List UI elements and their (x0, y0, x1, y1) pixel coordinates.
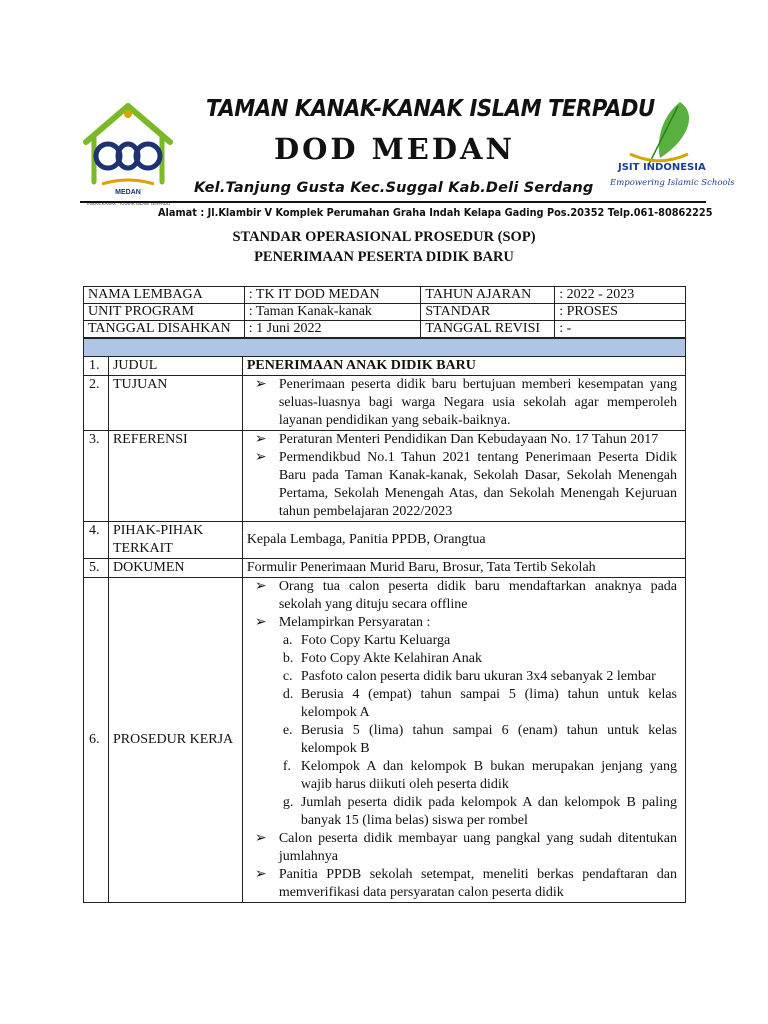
list-item: ➢ Calon peserta didik membayar uang pangkal yang sudah ditentukan jumlahnya (254, 831, 677, 864)
list-item: ➢ Penerimaan peserta didik baru bertujuan memberi kesempatan yang seluas-luasnya bagi warga Negara usia sekolah agar memperoleh layanan pendidikan yang sebaik-baiknya. (254, 377, 677, 428)
letterhead (78, 90, 735, 228)
row-label: REFERENSI (108, 431, 242, 522)
row-pihak (84, 522, 686, 559)
info-row (84, 287, 686, 304)
arrow-bullet-icon: ➢ (254, 377, 267, 392)
row-number: 3. (84, 431, 109, 522)
list-item: ➢ Melampirkan Persyaratan : (254, 615, 431, 630)
school-name: DOD MEDAN (274, 132, 516, 166)
left-logo-text: MEDAN (115, 189, 141, 196)
row-prosedur (84, 578, 686, 903)
row-label: PIHAK-PIHAK TERKAIT (108, 522, 242, 559)
requirement-item: a. Foto Copy Kartu Keluarga (282, 633, 451, 648)
row-judul (84, 357, 686, 376)
arrow-bullet-icon: ➢ (254, 867, 267, 882)
letterhead-rule (80, 201, 706, 203)
row-label: JUDUL (108, 357, 242, 376)
info-key: STANDAR (421, 304, 555, 321)
row-number: 6. (84, 578, 109, 903)
info-key: NAMA LEMBAGA (84, 287, 245, 304)
jsit-tagline: Empowering Islamic Schools (610, 178, 735, 188)
list-item: ➢ Peraturan Menteri Pendidikan Dan Kebudayaan No. 17 Tahun 2017 (254, 432, 659, 447)
requirement-item: f. Kelompok A dan kelompok B bukan merupakan jenjang yang wajib harus diikuti oleh peserta didik (282, 759, 677, 792)
row-number: 1. (84, 357, 109, 376)
info-row (84, 304, 686, 321)
requirements-list (249, 632, 677, 830)
row-label: PROSEDUR KERJA (108, 578, 242, 903)
requirement-item: g. Jumlah peserta didik pada kelompok A dan kelompok B paling banyak 15 (lima belas) siswa per rombel (282, 795, 677, 828)
info-value: : TK IT DOD MEDAN (244, 287, 421, 304)
dod-medan-logo (78, 96, 178, 208)
requirement-item: d. Berusia 4 (empat) tahun sampai 5 (lima) tahun untuk kelas kelompok A (282, 687, 677, 720)
row-referensi (84, 431, 686, 522)
header-band (84, 339, 686, 357)
list-item: ➢ Orang tua calon peserta didik baru mendaftarkan anaknya pada sekolah yang dituju secara offline (254, 579, 677, 612)
row-number: 2. (84, 376, 109, 431)
info-value: : 2022 - 2023 (555, 287, 686, 304)
info-value: : 1 Juni 2022 (244, 321, 421, 338)
arrow-bullet-icon: ➢ (254, 450, 267, 465)
full-address: Alamat : Jl.Klambir V Komplek Perumahan Graha Indah Kelapa Gading Pos.20352 Telp.061-80862225 (158, 207, 713, 219)
requirement-item: e. Berusia 5 (lima) tahun sampai 6 (enam) tahun untuk kelas kelompok B (282, 723, 677, 756)
sop-subtitle: PENERIMAAN PESERTA DIDIK BARU (254, 249, 514, 265)
info-value: : Taman Kanak-kanak (244, 304, 421, 321)
sop-table (83, 338, 686, 903)
row-number: 5. (84, 559, 109, 578)
left-logo-caption: TAMAN KANAK - KANAK ISLAM TERPADU (85, 201, 171, 206)
judul-content: PENERIMAAN ANAK DIDIK BARU (242, 357, 685, 376)
pihak-content: Kepala Lembaga, Panitia PPDB, Orangtua (242, 522, 685, 559)
info-row (84, 321, 686, 338)
list-item: ➢ Permendikbud No.1 Tahun 2021 tentang Penerimaan Peserta Didik Baru pada Taman Kanak-kanak, Sekolah Dasar, Sekolah Menengah Pertama, Sekolah Menengah Atas, dan Sekolah Menengah Kejuruan tahun pembelajaran 2022/2023 (254, 450, 677, 519)
row-dokumen (84, 559, 686, 578)
info-value: : PROSES (555, 304, 686, 321)
row-label: TUJUAN (108, 376, 242, 431)
info-key: TAHUN AJARAN (421, 287, 555, 304)
row-tujuan (84, 376, 686, 431)
info-value: : - (555, 321, 686, 338)
dokumen-content: Formulir Penerimaan Murid Baru, Brosur, Tata Tertib Sekolah (242, 559, 685, 578)
row-label: DOKUMEN (108, 559, 242, 578)
address-line: Kel.Tanjung Gusta Kec.Suggal Kab.Deli Serdang (194, 180, 594, 196)
list-item: ➢ Panitia PPDB sekolah setempat, meneliti berkas pendaftaran dan memverifikasi data persyaratan calon peserta didik (254, 867, 677, 900)
arrow-bullet-icon: ➢ (254, 432, 267, 447)
requirement-item: b. Foto Copy Akte Kelahiran Anak (282, 651, 483, 666)
row-number: 4. (84, 522, 109, 559)
school-line: TAMAN KANAK-KANAK ISLAM TERPADU (206, 96, 655, 122)
arrow-bullet-icon: ➢ (254, 615, 267, 630)
info-key: UNIT PROGRAM (84, 304, 245, 321)
arrow-bullet-icon: ➢ (254, 831, 267, 846)
jsit-name: JSIT INDONESIA (618, 162, 706, 173)
info-table (83, 286, 686, 338)
sop-title: STANDAR OPERASIONAL PROSEDUR (SOP) (232, 229, 536, 245)
requirement-item: c. Pasfoto calon peserta didik baru ukuran 3x4 sebanyak 2 lembar (282, 669, 656, 684)
info-key: TANGGAL REVISI (421, 321, 555, 338)
arrow-bullet-icon: ➢ (254, 579, 267, 594)
info-key: TANGGAL DISAHKAN (84, 321, 245, 338)
